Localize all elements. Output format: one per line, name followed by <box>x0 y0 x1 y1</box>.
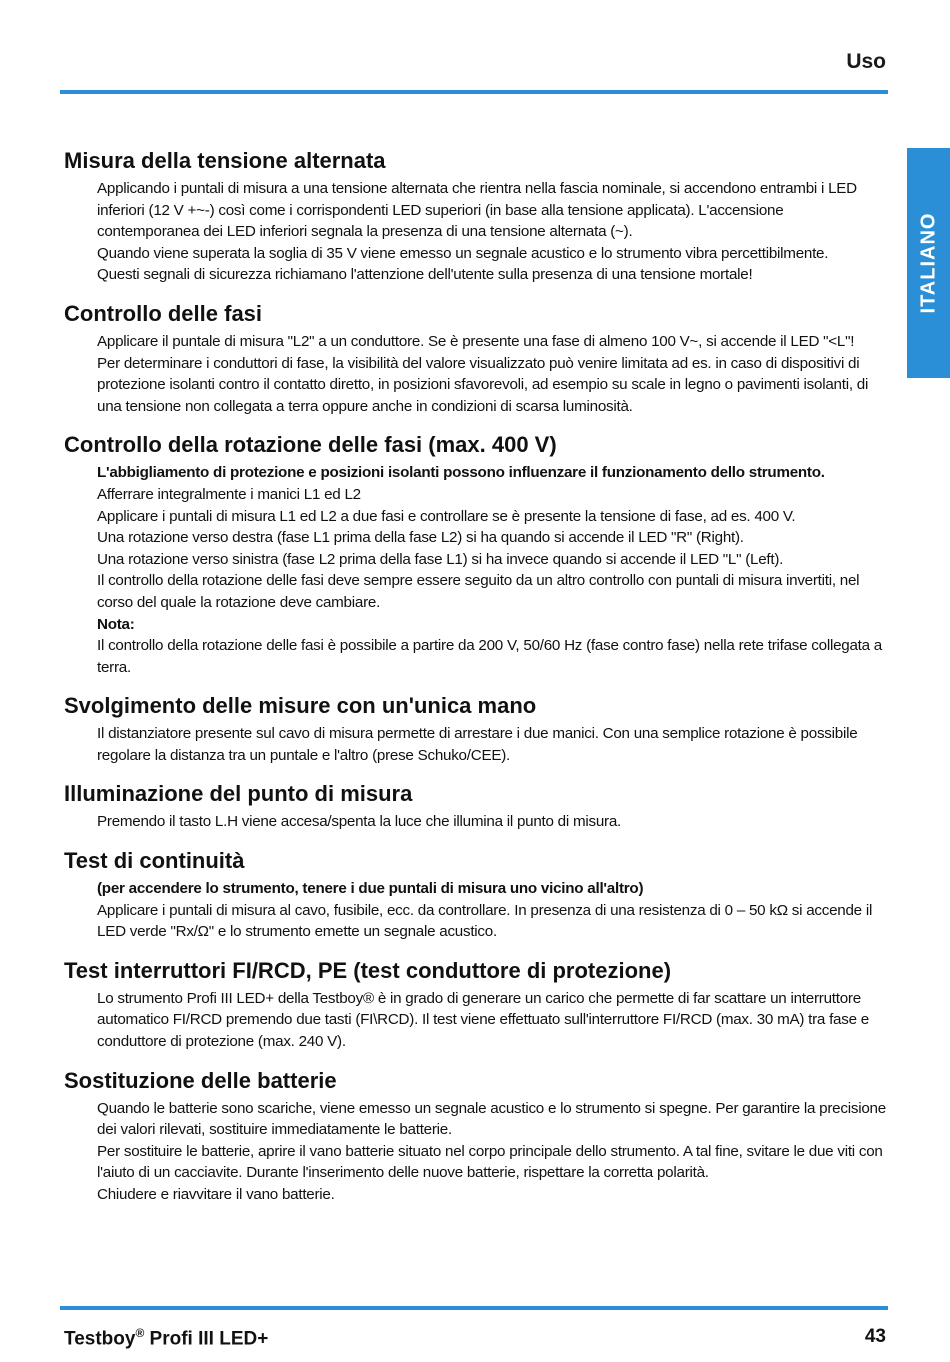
section-paragraph: L'abbigliamento di protezione e posizioni isolanti possono influenzare il funzionamento dello strumento. <box>97 464 825 482</box>
section <box>64 147 888 286</box>
section-paragraph: Chiudere e riavvitare il vano batterie. <box>97 1186 335 1203</box>
language-tab <box>907 148 950 378</box>
section-paragraph: Lo strumento Profi III LED+ della Testboy® è in grado di generare un carico che permette di far scattare un interruttore automatico FI/RCD premendo due tasti (FI\RCD). Il test viene effettuato sull'interruttore FI/RCD (max. 30 mA) tra fase e conduttore di protezione (max. 240 V). <box>97 989 869 1051</box>
section-paragraph: Questi segnali di sicurezza richiamano l'attenzione dell'utente sulla presenza di una tensione mortale! <box>97 266 753 284</box>
section-paragraph: Il controllo della rotazione delle fasi deve sempre essere seguito da un altro controllo con puntali di misura invertiti, nel corso del quale la rotazione deve cambiare. <box>97 572 860 611</box>
section-paragraph: (per accendere lo strumento, tenere i due puntali di misura uno vicino all'altro) <box>97 880 644 898</box>
footer-brand: Testboy <box>64 1328 136 1350</box>
page-number: 43 <box>864 1326 886 1347</box>
section-heading: Illuminazione del punto di misura <box>64 781 413 807</box>
section-heading: Misura della tensione alternata <box>64 148 386 173</box>
footer-product-name <box>64 1326 268 1350</box>
section-paragraph: Nota: <box>97 615 135 633</box>
section <box>64 1067 888 1206</box>
section-paragraph: Premendo il tasto L.H viene accesa/spenta la luce che illumina il punto di misura. <box>97 813 622 831</box>
section-paragraph: Una rotazione verso sinistra (fase L2 prima della fase L1) si ha invece quando si accende il LED "L" (Left). <box>97 550 784 568</box>
language-tab-label: ITALIANO <box>917 212 939 314</box>
section-paragraph: Quando le batterie sono scariche, viene emesso un segnale acustico e lo strumento si spegne. Per garantire la precisione dei valori rilevati, sostituire immediatamente le batterie. <box>97 1099 886 1139</box>
section-paragraph: Afferrare integralmente i manici L1 ed L2 <box>97 485 361 503</box>
section-paragraph: Applicare i puntali di misura al cavo, fusibile, ecc. da controllare. In presenza di una resistenza di 0 – 50 kΩ si accende il LED verde "Rx/Ω" e lo strumento emette un segnale acustico. <box>97 901 873 941</box>
section <box>64 847 888 943</box>
section <box>64 692 888 766</box>
section-heading: Controllo delle fasi <box>64 300 263 326</box>
section-paragraph: Per sostituire le batterie, aprire il vano batterie situato nel corpo principale dello strumento. A tal fine, svitare le due viti con l'aiuto di un cacciavite. Durante l'inserimento delle nuove batterie, rispettare la corretta polarità. <box>97 1142 883 1182</box>
section-heading: Controllo della rotazione delle fasi (max. 400 V) <box>64 432 557 458</box>
section-heading: Test di continuità <box>64 848 245 874</box>
footer-rule <box>60 1306 888 1310</box>
section <box>64 300 888 417</box>
footer-product: Profi III LED+ <box>144 1328 269 1350</box>
section-paragraph: Per determinare i conduttori di fase, la visibilità del valore visualizzato può venire limitata ad es. in caso di dispositivi di protezione isolanti contro il contatto diretto, in posizioni sfavorevoli, ad esempio su scale in legno o pavimenti isolanti, di una tensione non collegata a terra oppure anche in condizioni di scarsa luminosità. <box>97 354 869 415</box>
section-paragraph: Applicando i puntali di misura a una tensione alternata che rientra nella fascia nominale, si accendono entrambi i LED inferiori (12 V +~-) così come i corrispondenti LED superiori (in base alla tensione applicata). L'accensione contemporanea dei LED inferiori segnala la presenza di una tensione alternata (~). <box>97 180 857 241</box>
registered-mark: ® <box>135 1326 145 1340</box>
page-content <box>64 147 888 1220</box>
section <box>64 780 888 833</box>
section-paragraph: Il distanziatore presente sul cavo di misura permette di arrestare i due manici. Con una semplice rotazione è possibile regolare la distanza tra un puntale e l'altro (prese Schuko/CEE). <box>97 725 858 764</box>
section-paragraph: Applicare il puntale di misura "L2" a un conduttore. Se è presente una fase di almeno 100 V~, si accende il LED "<L"! <box>97 332 855 350</box>
section-paragraph: Applicare i puntali di misura L1 ed L2 a due fasi e controllare se è presente la tensione di fase, ad es. 400 V. <box>97 507 796 525</box>
page-header-title: Uso <box>846 50 886 73</box>
header-rule <box>60 90 888 94</box>
section-paragraph: Il controllo della rotazione delle fasi è possibile a partire da 200 V, 50/60 Hz (fase contro fase) nella rete trifase collegata a terra. <box>97 637 883 676</box>
section-heading: Test interruttori FI/RCD, PE (test conduttore di protezione) <box>64 957 672 983</box>
section-paragraph: Una rotazione verso destra (fase L1 prima della fase L2) si ha quando si accende il LED "R" (Right). <box>97 529 744 547</box>
section <box>64 431 888 678</box>
section-heading: Svolgimento delle misure con un'unica mano <box>64 693 537 719</box>
section <box>64 957 888 1053</box>
section-paragraph: Quando viene superata la soglia di 35 V viene emesso un segnale acustico e lo strumento vibra percettibilmente. <box>97 244 829 262</box>
section-heading: Sostituzione delle batterie <box>64 1067 337 1093</box>
